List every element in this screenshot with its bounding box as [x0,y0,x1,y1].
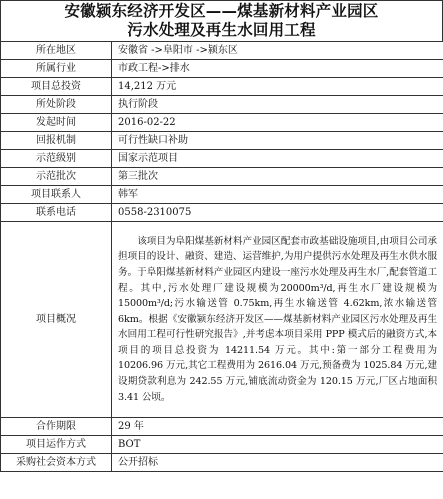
row-label: 所在地区 [1,42,112,60]
row-label: 发起时间 [1,114,112,132]
row-value: 29 年 [112,418,443,436]
row-value: 国家示范项目 [112,150,443,168]
row-value: BOT [112,436,443,454]
row-value: 14,212 万元 [112,78,443,96]
row-label: 回报机制 [1,132,112,150]
row-label: 示范批次 [1,168,112,186]
row-label: 合作期限 [1,418,112,436]
row-value: 可行性缺口补助 [112,132,443,150]
overview-text: 该项目为阜阳煤基新材料产业园区配套市政基础设施项目,由项目公司承担项目的设计、融资、建造、运营维护,为用户提供污水处理及再生水供水服务。于阜阳煤基新材料产业园区内建设一座污水处理及再生水厂,配套管道工程。其中,污水处理厂建设规模为20000m³/d,再生水厂建设规模为15000m³/d;污水输送管 0.75km,再生水输送管 4.62km,浓水输送管 6km。根据《安徽颍东经济开发区——煤基新材料产业园区污水处理及再生水回用工程可行性研究报告》,并考虑本项目采用 PPP 模式后的融资方式,本项目的项目总投资为 14211.54 万元。其中:第一部分工程费用为 10206.96 万元,其它工程费用为 2616.04 万元,预备费为 1025.84 万元,建设期贷款利息为 242.55 万元,铺底流动资金为 120.15 万元,厂区占地面积 3.41 公顷。 [112,222,443,418]
row-value: 执行阶段 [112,96,443,114]
table-row [1,168,443,186]
row-label: 联系电话 [1,204,112,222]
row-label: 项目运作方式 [1,436,112,454]
row-value: 0558-2310075 [112,204,443,222]
project-title-line-1: 安徽颍东经济开发区——煤基新材料产业园区 [64,2,379,20]
row-label: 项目总投资 [1,78,112,96]
row-label: 所属行业 [1,60,112,78]
table-row [1,204,443,222]
table-row [1,150,443,168]
project-title [0,0,443,41]
row-value: 市政工程->排水 [112,60,443,78]
row-label: 示范级别 [1,150,112,168]
project-title-line-2: 污水处理及再生水回用工程 [127,21,316,39]
row-value: 安徽省 ->阜阳市 ->颍东区 [112,42,443,60]
table-row [1,436,443,454]
overview-row [1,222,443,418]
row-value: 公开招标 [112,454,443,472]
row-label: 采购社会资本方式 [1,454,112,472]
row-value: 第三批次 [112,168,443,186]
row-value: 2016-02-22 [112,114,443,132]
table-row [1,60,443,78]
table-row [1,132,443,150]
table-row [1,78,443,96]
table-row [1,42,443,60]
table-row [1,114,443,132]
row-label: 项目联系人 [1,186,112,204]
project-info-table [0,41,443,472]
row-value: 韩军 [112,186,443,204]
table-row [1,96,443,114]
table-row [1,454,443,472]
overview-label: 项目概况 [1,222,112,418]
table-row [1,186,443,204]
table-row [1,418,443,436]
row-label: 所处阶段 [1,96,112,114]
